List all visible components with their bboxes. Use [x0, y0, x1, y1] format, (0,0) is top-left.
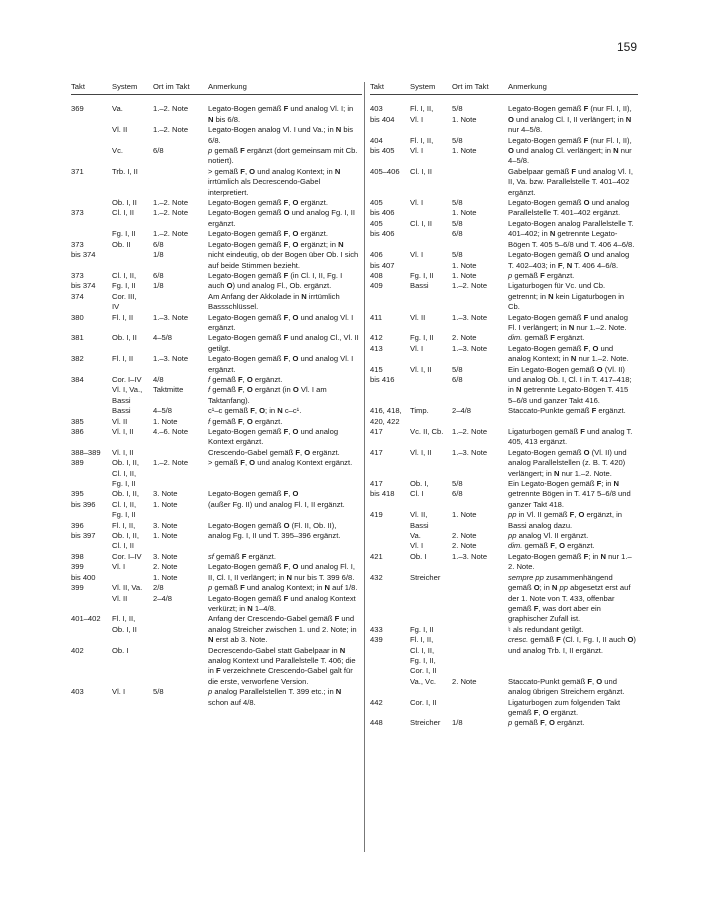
table-row	[71, 521, 362, 552]
anmerkung-cell: dim. gemäß F ergänzt.	[508, 333, 585, 343]
takt-cell: 415 bis 416	[370, 364, 395, 384]
takt-cell: 371	[71, 166, 84, 176]
table-row	[71, 375, 362, 417]
anmerkung-cell: Legato-Bogen gemäß F, O ergänzt.	[208, 229, 328, 239]
header-ort-im-takt: Ort im Takt	[153, 82, 190, 91]
takt-cell: 389	[71, 458, 84, 468]
header-takt: Takt	[370, 82, 384, 91]
takt-cell: 433	[370, 624, 383, 634]
system-cell: Streicher	[410, 572, 441, 582]
takt-cell: 395	[71, 489, 84, 499]
anmerkung-cell: Legato-Bogen gemäß O (Fl. II, Ob. II), analog Fg. I, II und T. 395–396 ergänzt.	[208, 520, 341, 541]
takt-cell: 403	[71, 687, 84, 697]
table-row	[71, 208, 362, 229]
anmerkung-cell: dim. gemäß F, O ergänzt.	[508, 541, 595, 551]
takt-cell: 409	[370, 281, 383, 291]
anmerkung-cell: Legato-Bogen gemäß F und analog Fl. I verlängert; in N nur 1.–2. Note.	[508, 312, 628, 332]
system-cell: Ob. I, Cl. I	[410, 479, 429, 499]
takt-cell: 404 bis 405	[370, 135, 395, 156]
ort-cell: 4/8 Taktmitte 4–5/8	[153, 374, 184, 416]
anmerkung-cell: Legato-Bogen gemäß F (nur Fl. I, II), O und analog Cl. I, II verlängert; in N nur 4–5/8.	[508, 104, 632, 135]
ort-cell: 1.–3. Note	[452, 447, 488, 457]
table-row	[370, 541, 638, 551]
ort-cell: 1/8	[452, 718, 463, 728]
takt-cell: 405–406	[370, 166, 400, 176]
table-row	[71, 313, 362, 334]
takt-cell	[370, 531, 410, 541]
table-row	[370, 406, 638, 427]
takt-cell: 386	[71, 427, 84, 436]
takt-cell: 373 bis 374	[71, 270, 96, 291]
ort-cell: 2. Note	[452, 333, 477, 343]
ort-cell: 3. Note	[153, 551, 178, 561]
header-ort-im-takt: Ort im Takt	[452, 82, 489, 91]
system-cell: Vl. II	[112, 416, 128, 426]
takt-cell: 417	[370, 447, 383, 457]
system-cell: Timp.	[410, 406, 429, 416]
anmerkung-cell: Legato-Bogen gemäß F, O und analog Vl. I ergänzt.	[208, 312, 354, 332]
table-row	[71, 594, 362, 615]
table-row	[71, 448, 362, 458]
system-cell: Cor. I, II	[410, 697, 437, 707]
anmerkung-cell: Legato-Bogen gemäß F, O	[208, 489, 299, 499]
ort-cell	[153, 614, 208, 645]
takt-cell: 417	[370, 427, 383, 436]
header-system: System	[112, 82, 138, 91]
ort-cell: 1.–3. Note	[452, 551, 488, 561]
ort-cell: 5/8 1. Note	[452, 250, 477, 270]
table-row	[370, 510, 638, 531]
anmerkung-cell: p gemäß F ergänzt.	[508, 270, 575, 280]
ort-cell: 2–4/8	[452, 406, 472, 416]
system-cell: Vl. I, II	[410, 447, 432, 457]
table-row	[370, 698, 638, 719]
system-cell: Fl. I, II	[112, 354, 134, 364]
anmerkung-cell: Legato-Bogen gemäß F, O ergänzt; in N nicht eindeutig, ob der Bogen über Ob. I sich auf beide Stimmen bezieht.	[208, 239, 359, 270]
system-cell: Fg. I, II	[112, 229, 136, 239]
system-cell: Streicher	[410, 718, 441, 728]
table-row	[370, 313, 638, 334]
ort-cell: 1.–2. Note	[452, 281, 488, 291]
system-cell: Cl. I, II	[410, 166, 432, 176]
ort-cell: 2. Note	[452, 541, 477, 551]
anmerkung-cell: Legato-Bogen gemäß F, O und analog Kontext ergänzt.	[208, 427, 339, 447]
header-system: System	[410, 82, 436, 91]
system-cell: Vc. II, Cb.	[410, 427, 444, 436]
system-cell: Vl. II, Va.	[112, 583, 143, 593]
anmerkung-cell: Crescendo-Gabel gemäß F, O ergänzt.	[208, 447, 340, 457]
anmerkung-cell: Legato-Bogen gemäß F und analog Kontext verkürzt; in N 1–4/8.	[208, 593, 356, 613]
takt-cell: 403 bis 404	[370, 104, 395, 124]
ort-cell: 2. Note	[452, 676, 477, 686]
system-cell: Va.	[112, 104, 123, 114]
anmerkung-cell: pp in Vl. II gemäß F, O ergänzt, in Bassi analog dazu.	[508, 510, 623, 530]
anmerkung-cell: Legato-Bogen gemäß F (in Cl. I, II, Fg. I auch O) und analog Fl., Ob. ergänzt.	[208, 270, 343, 291]
takt-cell: 373	[71, 208, 84, 218]
system-cell: Fl. I, II, Vl. I	[410, 104, 434, 124]
system-cell: Fg. I, II	[410, 624, 434, 634]
ort-cell: 1.–2. Note	[153, 104, 189, 114]
anmerkung-cell: Decrescendo-Gabel statt Gabelpaar in N analog Kontext und Parallelstelle T. 406; die in F verzeichnete Crescendo-Gabel galt für die erste, verworfene Version.	[208, 645, 356, 686]
takt-cell: 439	[370, 635, 383, 645]
table-row	[370, 333, 638, 343]
takt-cell: 380	[71, 312, 84, 322]
ort-cell: 1. Note	[452, 270, 477, 280]
table-row	[71, 687, 362, 708]
table-row	[71, 229, 362, 239]
ort-cell: 3. Note 1. Note	[153, 520, 178, 541]
table-row	[370, 625, 638, 635]
table-row	[71, 458, 362, 489]
system-cell: Vc.	[112, 146, 123, 156]
table-row	[71, 427, 362, 448]
anmerkung-cell: f gemäß F, O ergänzt.	[208, 416, 283, 426]
table-row	[71, 240, 362, 271]
system-cell: Vl. I, II	[112, 427, 134, 436]
ort-cell: 2. Note 1. Note	[153, 562, 178, 582]
takt-cell: 448	[370, 718, 383, 728]
ort-cell	[153, 167, 208, 198]
system-cell: Cor. I–IV Vl. I, Va., Bassi Bassi	[112, 374, 143, 416]
system-cell: Vl. I	[410, 343, 424, 353]
ort-cell	[153, 448, 208, 458]
table-row	[370, 219, 638, 250]
table-row	[370, 365, 638, 407]
system-cell: Bassi	[410, 281, 429, 291]
ort-cell: 6/8	[153, 146, 164, 156]
ort-cell	[153, 646, 208, 688]
table-header	[370, 82, 638, 95]
anmerkung-cell: Legato-Bogen analog Vl. I und Va.; in N bis 6/8.	[208, 125, 354, 145]
ort-cell	[452, 698, 508, 719]
takt-cell	[71, 125, 112, 146]
anmerkung-cell: Legato-Bogen gemäß O und analog Parallelstelle T. 401–402 ergänzt.	[508, 198, 630, 218]
ort-cell: 5/8 6/8	[452, 479, 463, 499]
anmerkung-cell: > gemäß F, O und analog Kontext ergänzt.	[208, 458, 353, 468]
table-row	[71, 500, 362, 521]
table-row	[71, 646, 362, 688]
ort-cell: 5/8 1. Note	[452, 135, 477, 156]
takt-cell: 413	[370, 343, 383, 353]
ort-cell: 1.–2. Note	[153, 458, 189, 468]
table-row	[71, 104, 362, 125]
system-cell: Cor. III, IV	[112, 291, 137, 312]
takt-cell: 381	[71, 333, 84, 343]
takt-cell	[71, 229, 112, 239]
ort-cell: 5/8	[153, 687, 164, 697]
system-cell: Vl. I	[410, 541, 424, 551]
table-row	[370, 104, 638, 135]
anmerkung-cell: Anfang der Crescendo-Gabel gemäß F und analog Streicher zwischen 1. und 2. Note; in N erst ab 3. Note.	[208, 614, 357, 645]
table-row	[370, 136, 638, 167]
takt-cell	[71, 594, 112, 615]
ort-cell: 1.–3. Note	[153, 354, 189, 364]
anmerkung-cell: Ligaturbogen zum folgenden Takt gemäß F, O ergänzt.	[508, 697, 621, 717]
table-row	[370, 167, 638, 198]
ort-cell: 5/8 6/8	[452, 218, 463, 239]
takt-cell: 405 bis 406	[370, 198, 395, 218]
anmerkung-cell: Ligaturbogen gemäß F und analog T. 405, 413 ergänzt.	[508, 427, 633, 447]
table-row	[370, 479, 638, 510]
ort-cell: 4–5/8	[153, 333, 173, 343]
takt-cell: 382	[71, 354, 84, 364]
takt-cell: 373 bis 374	[71, 239, 96, 260]
table-row	[370, 427, 638, 448]
system-cell: Ob. I, II	[112, 333, 137, 343]
anmerkung-cell: cresc. gemäß F (Cl. I, Fg. I, II auch O) und analog Trb. I, II ergänzt.	[508, 635, 636, 655]
ort-cell	[452, 635, 508, 677]
takt-cell: 402	[71, 645, 84, 655]
right-table-body	[370, 104, 638, 728]
takt-cell: 401–402	[71, 614, 101, 624]
ort-cell: 1. Note	[153, 499, 178, 509]
ort-cell: 1.–2. Note	[153, 229, 189, 239]
anmerkung-cell: Legato-Bogen gemäß F; in N nur 1.–2. Note.	[508, 551, 632, 572]
ort-cell: 1. Note	[153, 416, 178, 426]
anmerkung-cell: Legato-Bogen gemäß F und analog Cl., Vl. II getilgt.	[208, 333, 359, 353]
anmerkung-cell: Legato-Bogen gemäß F, O und analog Fl. I, II, Cl. I, II verlängert; in N nur bis T. 399 6/8.	[208, 562, 355, 582]
takt-cell: 412	[370, 333, 383, 343]
system-cell: Ob. I, II, Cl. I, II, Fg. I, II	[112, 458, 140, 489]
ort-cell: 1.–3. Note	[452, 312, 488, 322]
system-cell: Fl. I, II, Vl. I	[410, 135, 434, 156]
system-cell: Vl. II	[410, 312, 426, 322]
table-row	[71, 583, 362, 593]
anmerkung-cell: Gabelpaar gemäß F und analog Vl. I, II, Va. bzw. Parallelstelle T. 401–402 ergänzt.	[508, 166, 633, 197]
anmerkung-cell: Ein Legato-Bogen gemäß F; in N getrennte Bögen in T. 417 5–6/8 und ganzer Takt 418.	[508, 479, 631, 509]
header-anmerkung: Anmerkung	[508, 82, 547, 91]
table-row	[71, 125, 362, 146]
anmerkung-cell: Legato-Bogen gemäß F, O und analog Vl. I ergänzt.	[208, 354, 354, 374]
system-cell: Vl. II	[112, 593, 128, 603]
ort-cell: 1.–3. Note	[452, 343, 488, 353]
column-divider	[364, 82, 365, 852]
anmerkung-cell: p gemäß F, O ergänzt.	[508, 718, 585, 728]
table-row	[370, 448, 638, 479]
table-row	[71, 489, 362, 499]
anmerkung-cell: sempre pp zusammenhängend gemäß O; in N pp abgesetzt erst auf der 1. Note von T. 433, offenbar gemäß F, was dort aber ein graphischer Zufall ist.	[508, 572, 631, 624]
system-cell: Cl. I, II	[112, 208, 134, 218]
table-row	[71, 552, 362, 562]
takt-cell: 369	[71, 104, 84, 114]
system-cell: Ob. I, II,	[112, 489, 140, 499]
table-header	[71, 82, 362, 95]
table-row	[71, 333, 362, 354]
system-cell: Va.	[410, 531, 421, 541]
system-cell: Fl. I, II, Cl. I, II, Fg. I, II, Cor. I, II	[410, 635, 437, 676]
system-cell: Vl. I	[410, 198, 424, 208]
anmerkung-cell: Legato-Bogen gemäß O (Vl. II) und analog Parallelstellen (z. B. T. 420) verlängert; in N nur 1.–2. Note.	[508, 447, 627, 478]
table-row	[370, 573, 638, 625]
table-row	[370, 344, 638, 365]
ort-cell: 3. Note	[153, 489, 178, 499]
anmerkung-cell: f gemäß F, O ergänzt. f gemäß F, O ergänzt (in O Vl. I am Taktanfang). c¹–c gemäß F, O; in N c–c¹.	[208, 374, 327, 416]
table-row	[71, 614, 362, 645]
system-cell: Cl. I, II, Fg. I, II	[112, 499, 137, 520]
system-cell: Fg. I, II	[410, 270, 434, 280]
system-cell: Ob. I, II	[112, 198, 137, 208]
anmerkung-cell: Legato-Bogen gemäß F, O und analog Kontext; in N nur 1.–2. Note.	[508, 343, 629, 364]
ort-cell: 2. Note	[452, 531, 477, 541]
ort-cell: 1.–2. Note	[153, 198, 189, 208]
takt-cell: 432	[370, 572, 383, 582]
anmerkung-cell: Legato-Bogen gemäß F (nur Fl. I, II), O und analog Cl. verlängert; in N nur 4–5/8.	[508, 135, 632, 166]
table-row	[370, 552, 638, 573]
system-cell: Vl. I, II	[410, 364, 432, 374]
left-table-body	[71, 104, 362, 708]
takt-cell: 419	[370, 510, 383, 520]
takt-cell: 396 bis 397	[71, 520, 96, 541]
ort-cell: 2/8	[153, 583, 164, 593]
critical-report-left-column	[71, 82, 362, 708]
ort-cell	[452, 167, 508, 198]
anmerkung-cell: Legato-Bogen gemäß F, O ergänzt.	[208, 198, 328, 208]
system-cell: Ob. I	[112, 645, 129, 655]
takt-cell: 405 bis 406	[370, 218, 395, 239]
takt-cell: 399 bis 400	[71, 562, 96, 582]
takt-cell: 385	[71, 416, 84, 426]
table-row	[370, 635, 638, 677]
ort-cell: 6/8 1/8	[153, 239, 164, 260]
system-cell: Vl. I, II	[112, 447, 134, 457]
anmerkung-cell: p gemäß F ergänzt (dort gemeinsam mit Cb. notiert).	[208, 146, 358, 166]
table-row	[370, 198, 638, 219]
system-cell: Vl. I	[112, 562, 126, 572]
table-row	[370, 281, 638, 312]
anmerkung-cell: p analog Parallelstellen T. 399 etc.; in N schon auf 4/8.	[208, 687, 342, 707]
takt-cell: 416, 418, 420, 422	[370, 406, 402, 426]
anmerkung-cell: Staccato-Punkte gemäß F ergänzt.	[508, 406, 626, 416]
table-row	[370, 250, 638, 271]
table-row	[370, 677, 638, 698]
ort-cell: 1. Note	[452, 510, 477, 520]
table-row	[71, 167, 362, 198]
table-row	[370, 271, 638, 281]
system-cell: Cl. I, II, Fg. I, II	[112, 270, 137, 291]
takt-cell: 374	[71, 291, 84, 301]
anmerkung-cell: Am Anfang der Akkolade in N irrtümlich Bassschlüssel.	[208, 291, 340, 312]
takt-cell: 399	[71, 583, 84, 593]
system-cell: Ob. II	[112, 239, 131, 249]
anmerkung-cell: Legato-Bogen gemäß F und analog Vl. I; in N bis 6/8.	[208, 104, 354, 124]
table-row	[71, 417, 362, 427]
system-cell: Fl. I, II, Ob. I, II, Cl. I, II	[112, 520, 140, 551]
ort-cell	[153, 292, 208, 313]
system-cell: Fl. I, II, Ob. I, II	[112, 614, 137, 634]
system-cell: Fl. I, II	[112, 312, 134, 322]
takt-cell	[71, 146, 112, 167]
takt-cell	[370, 677, 410, 698]
anmerkung-cell: Legato-Bogen gemäß O und analog T. 402–403; in F, N T. 406 4–6/8.	[508, 250, 630, 270]
takt-cell: 408	[370, 270, 383, 280]
system-cell: Cl. I, II	[410, 218, 432, 228]
table-row	[370, 718, 638, 728]
ort-cell	[452, 625, 508, 635]
anmerkung-cell: Legato-Bogen analog Parallelstelle T. 401–402; in N getrennte Legato-Bögen T. 405 5–6/8 und T. 406 4–6/8.	[508, 218, 635, 249]
ort-cell: 5/8 1. Note	[452, 104, 477, 124]
anmerkung-cell: Staccato-Punkt gemäß F, O und analog übrigen Streichern ergänzt.	[508, 676, 625, 697]
anmerkung-cell: > gemäß F, O und analog Kontext; in N irrtümlich als Decrescendo-Gabel interpretiert.	[208, 166, 341, 197]
takt-cell: bis 396	[71, 499, 96, 509]
anmerkung-cell: ♮ als redundant getilgt.	[508, 624, 584, 634]
ort-cell	[452, 573, 508, 625]
table-row	[71, 198, 362, 208]
ort-cell: 5/8 1. Note	[452, 198, 477, 218]
system-cell: Vl. II	[112, 125, 128, 135]
takt-cell: 406 bis 407	[370, 250, 395, 270]
ort-cell: 1.–2. Note	[153, 125, 189, 135]
table-row	[71, 146, 362, 167]
anmerkung-cell: p gemäß F und analog Kontext; in N auf 1/8.	[208, 583, 358, 593]
anmerkung-cell: pp analog Vl. II ergänzt.	[508, 531, 589, 541]
takt-cell: 388–389	[71, 447, 101, 457]
takt-cell: 398	[71, 551, 84, 561]
system-cell: Cor. I–IV	[112, 551, 142, 561]
anmerkung-cell: Legato-Bogen gemäß O und analog Fg. I, II ergänzt.	[208, 208, 355, 228]
ort-cell: 6/8 1/8	[153, 270, 164, 291]
table-row	[71, 562, 362, 583]
system-cell: Vl. I	[112, 687, 126, 697]
ort-cell: 2–4/8	[153, 593, 173, 603]
table-row	[370, 531, 638, 541]
takt-cell: 442	[370, 697, 383, 707]
system-cell: Vl. I	[410, 250, 424, 260]
anmerkung-cell: (außer Fg. II) und analog Fl. I, II ergänzt.	[208, 499, 345, 509]
ort-cell: 1.–2. Note	[153, 208, 189, 218]
anmerkung-cell: Ein Legato-Bogen gemäß O (Vl. II) und analog Ob. I, Cl. I in T. 417–418; in N getrennte Legato-Bögen T. 415 5–6/8 und ganzer Takt 416.	[508, 364, 632, 405]
table-row	[71, 271, 362, 292]
anmerkung-cell: Ligaturbogen für Vc. und Cb. getrennt; in N kein Ligaturbogen in Cb.	[508, 281, 625, 312]
table-row	[71, 354, 362, 375]
takt-cell	[71, 198, 112, 208]
system-cell: Trb. I, II	[112, 166, 138, 176]
critical-report-right-column	[370, 82, 638, 729]
ort-cell: 5/8 6/8	[452, 364, 463, 384]
takt-cell: 411	[370, 312, 383, 322]
header-takt: Takt	[71, 82, 85, 91]
ort-cell: 1.–3. Note	[153, 312, 189, 322]
takt-cell: 421	[370, 551, 383, 561]
header-anmerkung: Anmerkung	[208, 82, 247, 91]
ort-cell: 1.–2. Note	[452, 427, 488, 436]
system-cell: Vl. II, Bassi	[410, 510, 429, 530]
anmerkung-cell: sf gemäß F ergänzt.	[208, 551, 276, 561]
ort-cell: 4.–6. Note	[153, 427, 189, 436]
system-cell: Fg. I, II	[410, 333, 434, 343]
page-number: 159	[616, 40, 637, 54]
system-cell: Va., Vc.	[410, 676, 437, 686]
system-cell: Ob. I	[410, 551, 427, 561]
takt-cell: 417 bis 418	[370, 479, 395, 499]
table-row	[71, 292, 362, 313]
takt-cell: 384	[71, 374, 84, 384]
takt-cell	[370, 541, 410, 551]
